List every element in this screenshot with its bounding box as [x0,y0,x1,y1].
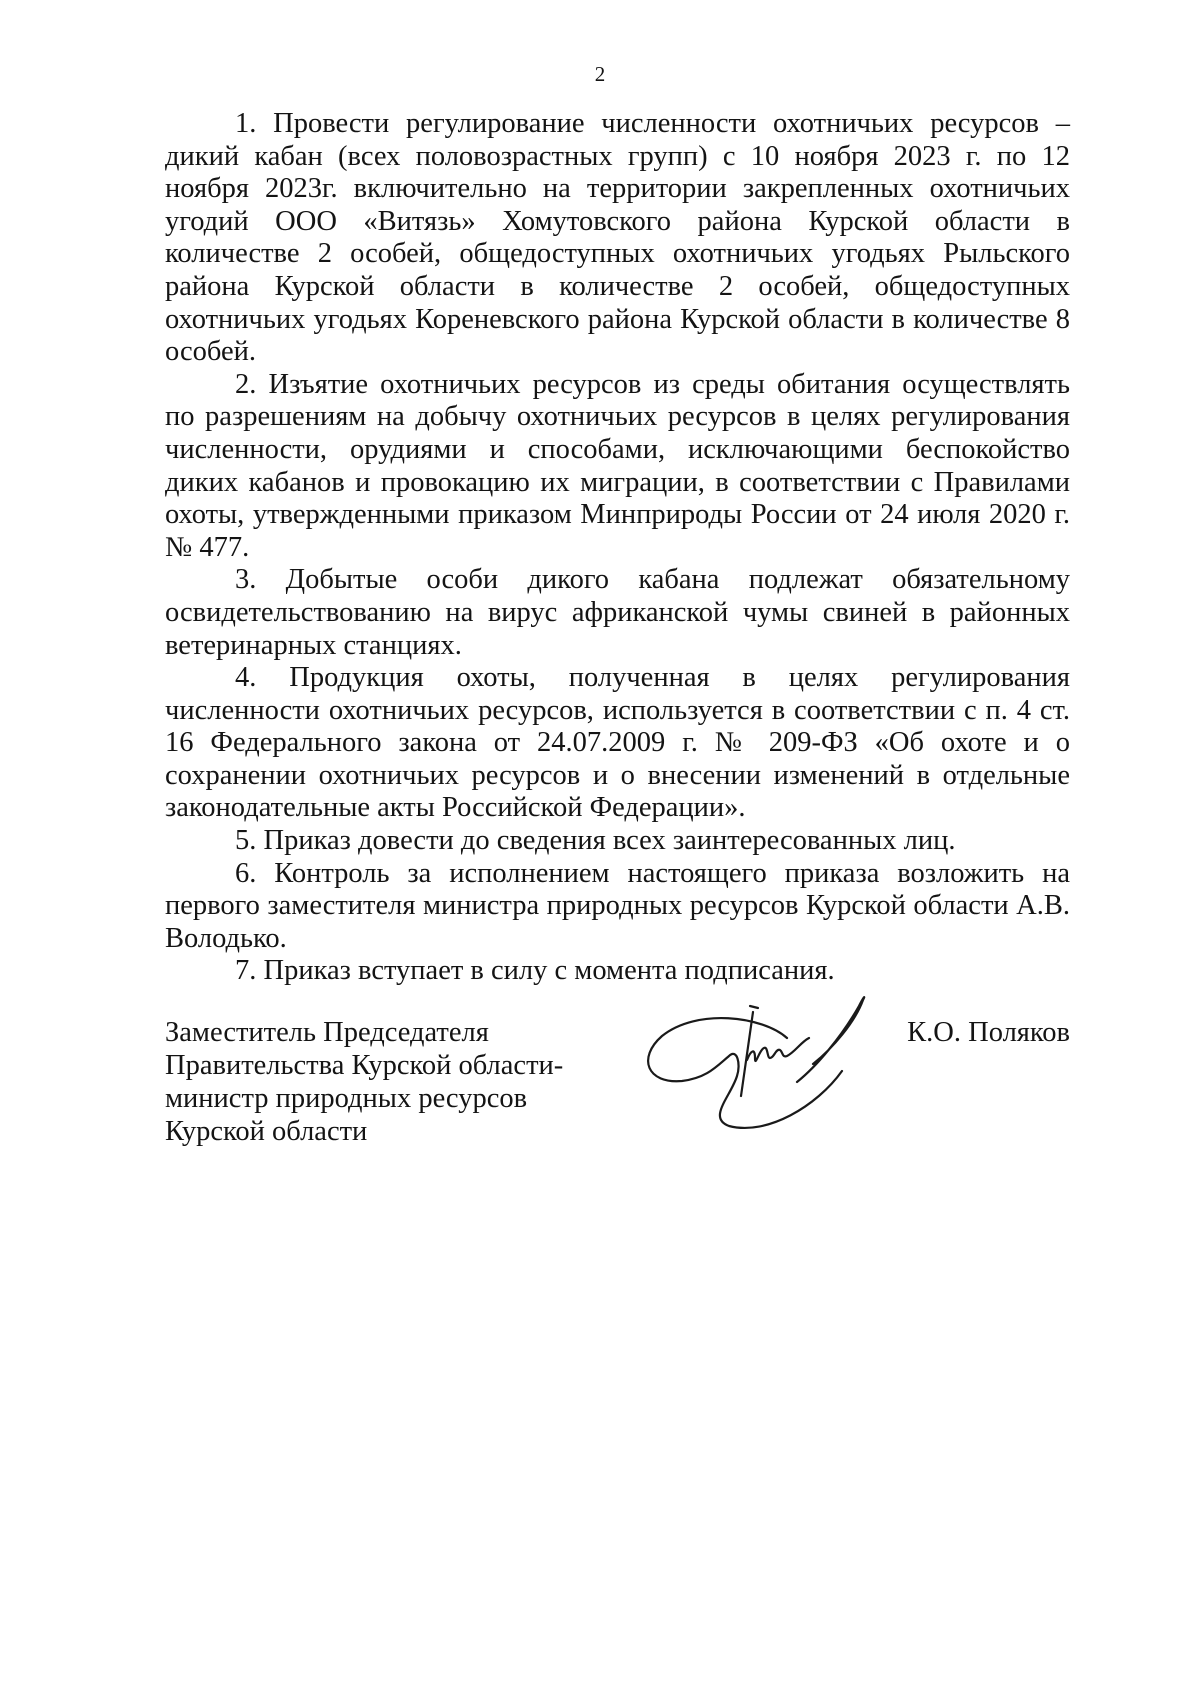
signer-position-line: Правительства Курской области- [165,1050,564,1081]
signer-position-line: министр природных ресурсов [165,1083,528,1114]
paragraph-1: 1. Провести регулирование численности охотничьих ресурсов – дикий кабан (всех половозрастных групп) с 10 ноября 2023 г. по 12 ноября 2023г. включительно на территории закрепленных охотничьих угодий ООО «Витязь» Хомутовского района Курской области в количестве 2 особей, общедоступных охотничьих угодьях Рыльского района Курской области в количестве 2 особей, общедоступных охотничьих угодьях Кореневского района Курской области в количестве 8 особей. [165,108,1070,368]
signer-position [165,1016,563,1148]
handwritten-signature-icon [637,986,877,1136]
signature-block [165,1016,1070,1166]
paragraph-7: 7. Приказ вступает в силу с момента подписания. [235,955,835,987]
paragraph-4: 4. Продукция охоты, полученная в целях регулирования численности охотничьих ресурсов, используется в соответствии с п. 4 ст. 16 Федерального закона от 24.07.2009 г. № 209-ФЗ «Об охоте и о сохранении охотничьих ресурсов и о внесении изменений в отдельные законодательные акты Российской Федерации». [165,662,1070,824]
page-number: 2 [594,62,606,86]
paragraph-6: 6. Контроль за исполнением настоящего приказа возложить на первого заместителя министра природных ресурсов Курской области А.В. Володько. [165,857,1070,954]
signer-position-line: Курской области [165,1116,368,1147]
paragraph-2: 2. Изъятие охотничьих ресурсов из среды обитания осуществлять по разрешениям на добычу охотничьих ресурсов в целях регулирования численности, орудиями и способами, исключающими беспокойство диких кабанов и провокацию их миграции, в соответствии с Правилами охоты, утвержденными приказом Минприроды России от 24 июля 2020 г. № 477. [165,368,1070,563]
signer-position-line: Заместитель Председателя [165,1017,489,1048]
signer-name: К.О. Поляков [907,1017,1070,1048]
paragraph-5: 5. Приказ довести до сведения всех заинтересованных лиц. [235,825,956,857]
paragraph-3: 3. Добытые особи дикого кабана подлежат обязательному освидетельствованию на вирус африканской чумы свиней в районных ветеринарных станциях. [165,564,1070,661]
order-body [165,108,1070,988]
